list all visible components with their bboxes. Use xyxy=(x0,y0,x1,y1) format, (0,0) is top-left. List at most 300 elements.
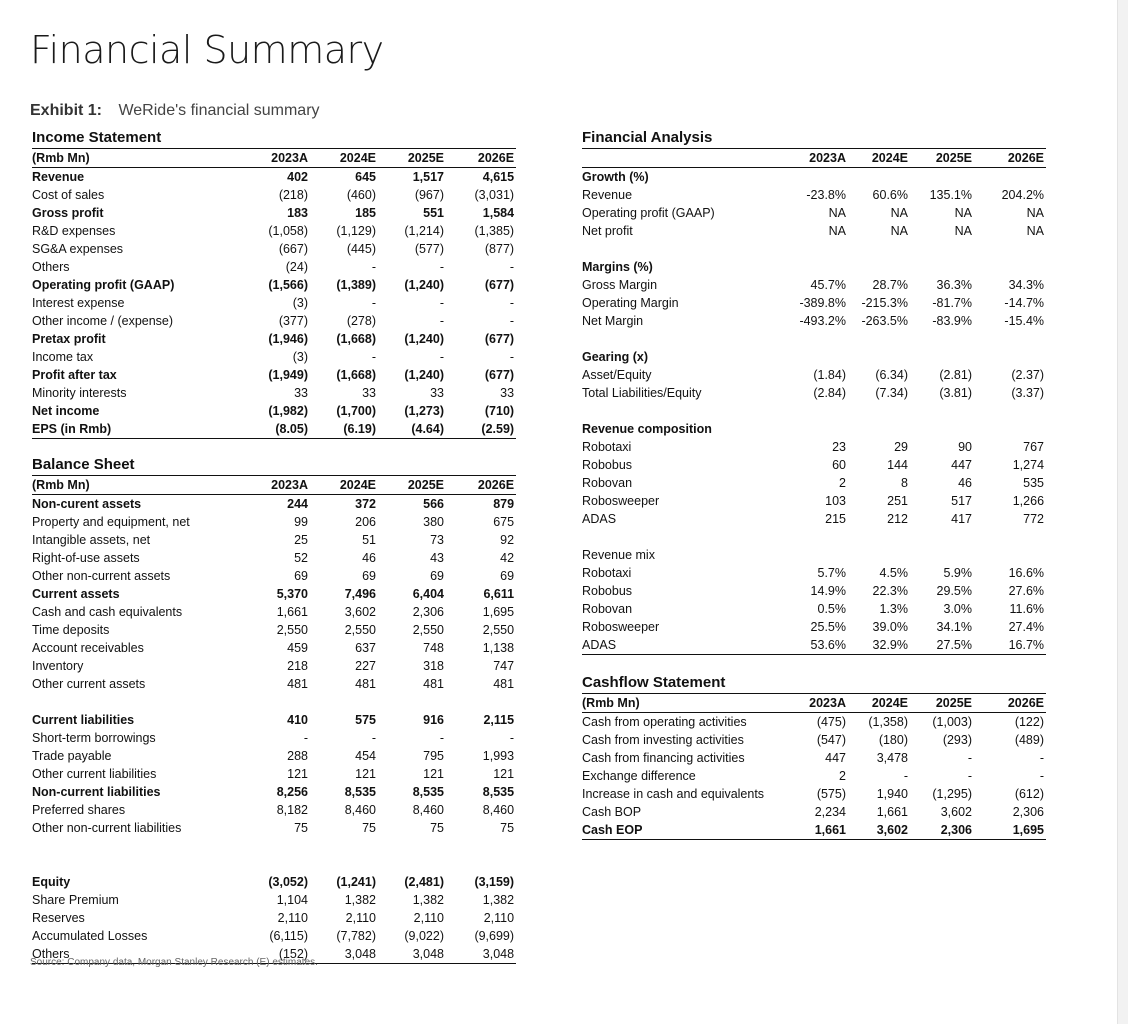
table-row xyxy=(32,567,516,585)
value-cell: 1,382 xyxy=(412,893,444,907)
empty-cell xyxy=(310,693,378,711)
table-row xyxy=(32,420,516,439)
empty-cell xyxy=(242,855,310,873)
value-cell xyxy=(974,348,1046,366)
value-cell: 34.3% xyxy=(1008,278,1045,292)
empty-cell xyxy=(582,330,778,348)
empty-cell xyxy=(910,528,974,546)
table-row xyxy=(32,240,516,258)
value-cell: (7.34) xyxy=(875,386,908,400)
empty-cell xyxy=(974,402,1046,420)
value-cell: (1,668) xyxy=(336,368,376,382)
empty-cell xyxy=(582,528,778,546)
table-row xyxy=(582,546,1046,564)
table-row xyxy=(32,621,516,639)
table-row xyxy=(32,891,516,909)
value-cell: 244 xyxy=(287,497,308,511)
value-cell: (460) xyxy=(346,188,376,202)
year-header: 2026E xyxy=(974,694,1046,713)
row-label: Margins (%) xyxy=(582,260,653,274)
value-cell: (152) xyxy=(242,945,310,964)
row-label: Operating Margin xyxy=(582,296,679,310)
table-row xyxy=(32,675,516,693)
value-cell: 566 xyxy=(423,497,444,511)
empty-cell xyxy=(910,240,974,258)
table-row xyxy=(582,474,1046,492)
value-cell: (1,946) xyxy=(268,332,308,346)
table-row xyxy=(32,402,516,420)
value-cell: 39.0% xyxy=(872,620,908,634)
table-caption-row xyxy=(582,128,1046,149)
value-cell: (293) xyxy=(942,733,972,747)
value-cell: 14.9% xyxy=(810,584,846,598)
spacer-row xyxy=(32,693,516,711)
value-cell: 3,048 xyxy=(378,945,446,964)
row-label: Revenue mix xyxy=(582,548,655,562)
value-cell: NA xyxy=(1026,224,1045,238)
spacer-row xyxy=(582,330,1046,348)
value-cell: (877) xyxy=(484,242,515,256)
value-cell xyxy=(848,258,910,276)
value-cell: 36.3% xyxy=(936,278,972,292)
value-cell xyxy=(910,258,974,276)
value-cell: (1,566) xyxy=(268,278,308,292)
balance-sheet-table xyxy=(32,455,516,964)
table-row xyxy=(32,639,516,657)
value-cell: 3.0% xyxy=(943,602,972,616)
value-cell: 121 xyxy=(287,767,308,781)
value-cell: 5,370 xyxy=(276,587,308,601)
row-label: Other non-current assets xyxy=(32,569,171,583)
year-header: 2024E xyxy=(848,694,910,713)
row-label: Gearing (x) xyxy=(582,350,648,364)
value-cell: - xyxy=(1039,751,1044,765)
table-row xyxy=(32,330,516,348)
table-row xyxy=(32,585,516,603)
value-cell: 916 xyxy=(423,713,444,727)
value-cell: 25 xyxy=(294,533,308,547)
empty-cell xyxy=(446,837,516,855)
value-cell: 103 xyxy=(825,494,846,508)
value-cell: (2.59) xyxy=(446,420,516,439)
unit-header xyxy=(582,149,778,168)
year-header: 2024E xyxy=(310,476,378,495)
value-cell: 22.3% xyxy=(872,584,908,598)
table-row xyxy=(582,821,1046,840)
value-cell: 212 xyxy=(887,512,908,526)
value-cell: (1,058) xyxy=(268,224,308,238)
value-cell: 75 xyxy=(362,821,376,835)
value-cell: 2,306 xyxy=(412,605,444,619)
value-cell: 4.5% xyxy=(879,566,908,580)
value-cell xyxy=(778,348,848,366)
value-cell: 8,256 xyxy=(276,785,308,799)
table-row xyxy=(32,168,516,187)
value-cell: 1,661 xyxy=(876,805,908,819)
row-label: Robotaxi xyxy=(582,566,632,580)
value-cell: (1,389) xyxy=(336,278,376,292)
value-cell: 53.6% xyxy=(778,636,848,655)
value-cell: (489) xyxy=(1014,733,1044,747)
value-cell: 27.4% xyxy=(1008,620,1045,634)
table-header-row xyxy=(32,476,516,495)
row-label: Gross Margin xyxy=(582,278,658,292)
table-header-row xyxy=(32,149,516,168)
value-cell: (4.64) xyxy=(378,420,446,439)
table-row xyxy=(32,873,516,891)
row-label: Exchange difference xyxy=(582,769,696,783)
value-cell: 575 xyxy=(355,713,376,727)
value-cell xyxy=(848,546,910,564)
value-cell: (1,982) xyxy=(268,404,308,418)
row-label: Reserves xyxy=(32,911,85,925)
row-label: Gross profit xyxy=(32,206,104,220)
empty-cell xyxy=(32,855,242,873)
row-label: Equity xyxy=(32,875,71,889)
value-cell: 11.6% xyxy=(1009,602,1045,616)
empty-cell xyxy=(848,402,910,420)
value-cell: 8,535 xyxy=(412,785,444,799)
value-cell: 402 xyxy=(287,170,308,184)
value-cell: 517 xyxy=(951,494,972,508)
table-caption: Financial Analysis xyxy=(582,128,1046,149)
value-cell: (2.84) xyxy=(813,386,846,400)
value-cell: NA xyxy=(954,206,972,220)
table-row xyxy=(32,801,516,819)
table-row xyxy=(32,495,516,514)
value-cell: (1,214) xyxy=(404,224,444,238)
table-row xyxy=(582,420,1046,438)
year-header: 2024E xyxy=(310,149,378,168)
table-row xyxy=(582,312,1046,330)
value-cell: 69 xyxy=(500,569,515,583)
row-label: Right-of-use assets xyxy=(32,551,140,565)
row-label: Income tax xyxy=(32,350,94,364)
value-cell: 33 xyxy=(294,386,308,400)
value-cell: (8.05) xyxy=(242,420,310,439)
empty-cell xyxy=(974,330,1046,348)
row-label: Cash from investing activities xyxy=(582,733,744,747)
empty-cell xyxy=(582,240,778,258)
year-header: 2025E xyxy=(910,149,974,168)
row-label: ADAS xyxy=(582,636,778,655)
value-cell: 454 xyxy=(355,749,376,763)
value-cell: (1,295) xyxy=(932,787,972,801)
value-cell: - xyxy=(903,769,908,783)
value-cell: 185 xyxy=(355,206,376,220)
value-cell: (1,358) xyxy=(868,715,908,729)
row-label: Operating profit (GAAP) xyxy=(582,206,715,220)
value-cell: (612) xyxy=(1014,787,1044,801)
value-cell xyxy=(910,348,974,366)
table-row xyxy=(582,564,1046,582)
value-cell: 748 xyxy=(423,641,444,655)
table-row xyxy=(32,783,516,801)
value-cell: - xyxy=(509,350,515,364)
row-label: Robovan xyxy=(582,602,633,616)
empty-cell xyxy=(242,837,310,855)
value-cell: (3.37) xyxy=(1011,386,1045,400)
row-label: Time deposits xyxy=(32,623,110,637)
row-label: Inventory xyxy=(32,659,84,673)
value-cell: (3,052) xyxy=(268,875,308,889)
value-cell: 1,695 xyxy=(974,821,1046,840)
table-row xyxy=(582,803,1046,821)
value-cell: - xyxy=(509,731,515,745)
value-cell: (967) xyxy=(414,188,444,202)
value-cell: (1,240) xyxy=(404,332,444,346)
value-cell: 33 xyxy=(362,386,376,400)
empty-cell xyxy=(242,693,310,711)
value-cell xyxy=(778,546,848,564)
row-label: Asset/Equity xyxy=(582,368,652,382)
value-cell: - xyxy=(509,296,515,310)
value-cell: 1,274 xyxy=(1012,458,1045,472)
value-cell: - xyxy=(509,314,515,328)
value-cell: 2 xyxy=(839,476,846,490)
row-label: Trade payable xyxy=(32,749,112,763)
value-cell: 1,695 xyxy=(482,605,515,619)
row-label: Cash EOP xyxy=(582,821,778,840)
spacer-row xyxy=(582,402,1046,420)
value-cell: 6,611 xyxy=(483,587,515,601)
value-cell: (6.34) xyxy=(875,368,908,382)
value-cell: 144 xyxy=(887,458,908,472)
table-row xyxy=(32,765,516,783)
row-label: Revenue composition xyxy=(582,422,712,436)
value-cell: 372 xyxy=(355,497,376,511)
value-cell: -263.5% xyxy=(861,314,908,328)
value-cell: -83.9% xyxy=(932,314,972,328)
empty-cell xyxy=(378,693,446,711)
table-row xyxy=(582,294,1046,312)
value-cell: 121 xyxy=(355,767,376,781)
row-label: SG&A expenses xyxy=(32,242,124,256)
value-cell: 5.7% xyxy=(817,566,846,580)
table-row xyxy=(32,204,516,222)
value-cell: 481 xyxy=(287,677,308,691)
empty-cell xyxy=(446,855,516,873)
value-cell: - xyxy=(439,731,444,745)
value-cell: 8 xyxy=(901,476,908,490)
value-cell: - xyxy=(371,260,376,274)
value-cell: 1,993 xyxy=(482,749,515,763)
row-label: Robovan xyxy=(582,476,633,490)
empty-cell xyxy=(378,837,446,855)
row-label: Operating profit (GAAP) xyxy=(32,278,175,292)
value-cell: (677) xyxy=(484,332,515,346)
table-row xyxy=(32,276,516,294)
value-cell: 747 xyxy=(493,659,515,673)
value-cell xyxy=(778,168,848,187)
table-row xyxy=(582,749,1046,767)
table-row xyxy=(582,456,1046,474)
value-cell: 417 xyxy=(951,512,972,526)
value-cell: 481 xyxy=(423,677,444,691)
table-row xyxy=(582,785,1046,803)
value-cell: -15.4% xyxy=(1004,314,1045,328)
row-label: Account receivables xyxy=(32,641,144,655)
value-cell: (122) xyxy=(1014,715,1044,729)
value-cell: - xyxy=(439,260,444,274)
value-cell: NA xyxy=(828,224,846,238)
value-cell: 551 xyxy=(423,206,444,220)
value-cell: - xyxy=(439,296,444,310)
value-cell: 3,602 xyxy=(344,605,376,619)
value-cell: 218 xyxy=(287,659,308,673)
value-cell: 69 xyxy=(294,569,308,583)
row-label: Other income / (expense) xyxy=(32,314,174,328)
value-cell: (575) xyxy=(816,787,846,801)
row-label: Cash BOP xyxy=(582,805,642,819)
value-cell: (445) xyxy=(346,242,376,256)
value-cell: 1,661 xyxy=(778,821,848,840)
table-row xyxy=(582,600,1046,618)
value-cell: -493.2% xyxy=(799,314,846,328)
page-title: Financial Summary xyxy=(30,28,384,72)
table-row xyxy=(582,276,1046,294)
value-cell: 206 xyxy=(355,515,376,529)
value-cell: 3,048 xyxy=(310,945,378,964)
value-cell: 69 xyxy=(362,569,376,583)
value-cell: 73 xyxy=(430,533,444,547)
value-cell: 135.1% xyxy=(929,188,972,202)
row-label: Net income xyxy=(32,404,100,418)
exhibit-label: Exhibit 1: xyxy=(30,102,103,119)
spacer-row xyxy=(32,855,516,873)
row-label: Revenue xyxy=(582,188,633,202)
empty-cell xyxy=(848,330,910,348)
value-cell: 481 xyxy=(493,677,515,691)
value-cell: (2.81) xyxy=(939,368,972,382)
row-label: Others xyxy=(32,260,70,274)
value-cell: 288 xyxy=(287,749,308,763)
unit-header: (Rmb Mn) xyxy=(582,694,778,713)
value-cell xyxy=(974,168,1046,187)
table-row xyxy=(32,384,516,402)
value-cell: (377) xyxy=(278,314,308,328)
value-cell: 75 xyxy=(500,821,515,835)
unit-header: (Rmb Mn) xyxy=(32,476,242,495)
value-cell: - xyxy=(439,350,444,364)
value-cell: 1,266 xyxy=(1012,494,1045,508)
row-label: Robotaxi xyxy=(582,440,632,454)
value-cell: (1,273) xyxy=(404,404,444,418)
row-label: Interest expense xyxy=(32,296,125,310)
table-row xyxy=(32,711,516,729)
value-cell: 92 xyxy=(500,533,515,547)
value-cell: 43 xyxy=(430,551,444,565)
value-cell: (3) xyxy=(292,350,308,364)
row-label: Minority interests xyxy=(32,386,127,400)
value-cell: (2.37) xyxy=(1011,368,1045,382)
table-row xyxy=(582,258,1046,276)
row-label: Preferred shares xyxy=(32,803,126,817)
value-cell xyxy=(778,258,848,276)
value-cell: (677) xyxy=(484,278,515,292)
table-row xyxy=(582,168,1046,187)
row-label: Current liabilities xyxy=(32,713,135,727)
value-cell: - xyxy=(371,731,376,745)
row-label: Short-term borrowings xyxy=(32,731,156,745)
table-row xyxy=(32,549,516,567)
value-cell: 2,115 xyxy=(483,713,515,727)
value-cell xyxy=(848,420,910,438)
value-cell: 1,517 xyxy=(412,170,444,184)
table-header-row xyxy=(582,694,1046,713)
empty-cell xyxy=(848,240,910,258)
year-header: 2023A xyxy=(778,149,848,168)
value-cell: NA xyxy=(954,224,972,238)
cashflow-statement-table xyxy=(582,673,1046,840)
value-cell: 2,306 xyxy=(910,821,974,840)
value-cell: (1,700) xyxy=(336,404,376,418)
row-label: Increase in cash and equivalents xyxy=(582,787,765,801)
value-cell: 8,182 xyxy=(276,803,308,817)
row-label: Cash from financing activities xyxy=(582,751,745,765)
value-cell: 52 xyxy=(294,551,308,565)
empty-cell xyxy=(378,855,446,873)
value-cell: 32.9% xyxy=(848,636,910,655)
value-cell: (1,129) xyxy=(336,224,376,238)
row-label: Non-current liabilities xyxy=(32,785,161,799)
table-row xyxy=(582,510,1046,528)
empty-cell xyxy=(974,528,1046,546)
empty-cell xyxy=(910,330,974,348)
value-cell: -389.8% xyxy=(799,296,846,310)
value-cell: 1,382 xyxy=(482,893,515,907)
table-row xyxy=(582,438,1046,456)
value-cell: 51 xyxy=(362,533,376,547)
value-cell: 1,940 xyxy=(876,787,908,801)
table-row xyxy=(32,729,516,747)
value-cell: 1.3% xyxy=(879,602,908,616)
row-label: Robobus xyxy=(582,458,633,472)
row-label: Net Margin xyxy=(582,314,644,328)
value-cell: (1.84) xyxy=(813,368,846,382)
value-cell: 2,110 xyxy=(277,911,308,925)
exhibit-caption xyxy=(30,102,320,120)
table-caption: Cashflow Statement xyxy=(582,673,1046,694)
table-row xyxy=(582,222,1046,240)
table-row xyxy=(582,618,1046,636)
table-row xyxy=(582,713,1046,732)
row-label: Total Liabilities/Equity xyxy=(582,386,702,400)
value-cell: 2,550 xyxy=(482,623,515,637)
value-cell: (278) xyxy=(346,314,376,328)
value-cell: 380 xyxy=(423,515,444,529)
value-cell: 27.5% xyxy=(910,636,974,655)
value-cell: 121 xyxy=(423,767,444,781)
table-row xyxy=(582,492,1046,510)
value-cell: 645 xyxy=(355,170,376,184)
value-cell: (3) xyxy=(292,296,308,310)
value-cell: 1,584 xyxy=(482,206,515,220)
value-cell: 215 xyxy=(825,512,846,526)
table-row xyxy=(32,294,516,312)
value-cell: (6.19) xyxy=(310,420,378,439)
row-label: Revenue xyxy=(32,170,85,184)
value-cell: 2,550 xyxy=(412,623,444,637)
value-cell: 4,615 xyxy=(482,170,515,184)
empty-cell xyxy=(310,837,378,855)
row-label: Other non-current liabilities xyxy=(32,821,182,835)
value-cell: 2,110 xyxy=(413,911,444,925)
value-cell: (1,385) xyxy=(474,224,515,238)
value-cell: 2,550 xyxy=(276,623,308,637)
row-label: Intangible assets, net xyxy=(32,533,151,547)
value-cell: 60.6% xyxy=(872,188,908,202)
